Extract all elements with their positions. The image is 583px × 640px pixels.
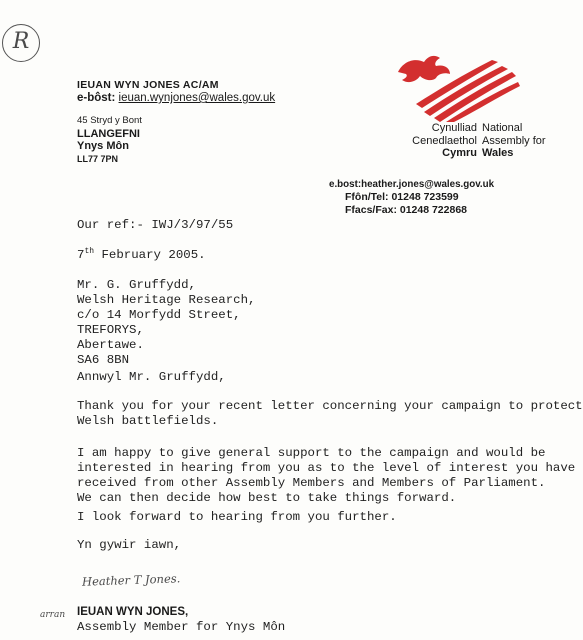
paragraph-line: I am happy to give general support to the campaign and would be <box>77 446 546 460</box>
signatory-title: Assembly Member for Ynys Môn <box>77 620 286 634</box>
sender-email[interactable]: ieuan.wynjones@wales.gov.uk <box>118 92 276 104</box>
paragraph-line: Thank you for your recent letter concerning your campaign to protect <box>77 399 583 413</box>
paragraph-3 <box>77 510 517 525</box>
paragraph-line: We can then decide how best to take things forward. <box>77 491 457 505</box>
logo-welsh-text <box>399 122 477 160</box>
reference: Our ref:- IWJ/3/97/55 <box>77 218 234 232</box>
margin-mark <box>2 24 40 62</box>
logo-welsh-line: Cymru <box>442 147 477 159</box>
logo-english-line: Assembly for <box>482 134 546 147</box>
margin-mark-text: R <box>12 29 30 54</box>
sender-email-label: e-bôst: <box>77 92 116 104</box>
letter-date <box>77 248 206 263</box>
contact-block <box>329 178 494 217</box>
welsh-dragon-logo <box>394 52 522 122</box>
address-line: LLANGEFNI <box>77 127 140 140</box>
margin-note: arran <box>40 610 66 620</box>
paragraph-line: received from other Assembly Members and Members of Parliament. <box>77 476 546 490</box>
logo-welsh-line: Cynulliad <box>431 122 477 134</box>
salutation: Annwyl Mr. Gruffydd, <box>77 370 226 384</box>
logo-english-line: National <box>482 122 523 134</box>
closing: Yn gywir iawn, <box>77 538 182 552</box>
paragraph-line: interested in hearing from you as to the level of interest you have <box>77 461 576 475</box>
recipient-line: c/o 14 Morfydd Street, <box>77 308 241 322</box>
address-line: 45 Stryd y Bont <box>77 115 142 126</box>
recipient-line: TREFORYS, <box>77 323 144 337</box>
paragraph-line: Welsh battlefields. <box>77 414 219 428</box>
contact-phone: Ffôn/Tel: 01248 723599 <box>345 191 459 203</box>
recipient-line: Welsh Heritage Research, <box>77 293 256 307</box>
paragraph-line: I look forward to hearing from you further. <box>77 510 397 524</box>
logo-english-text <box>482 122 546 160</box>
contact-email[interactable]: e.bost:heather.jones@wales.gov.uk <box>329 179 495 190</box>
logo-welsh-line: Cenedlaethol <box>412 134 477 147</box>
contact-fax: Ffacs/Fax: 01248 722868 <box>345 204 468 216</box>
sender-address <box>77 115 142 165</box>
handwritten-signature: Heather T Jones. <box>81 571 181 589</box>
recipient-address <box>77 278 255 368</box>
logo-english-line: Wales <box>482 147 514 159</box>
date-day: 7 <box>77 248 85 262</box>
recipient-line: Mr. G. Gruffydd, <box>77 278 196 292</box>
date-rest: February 2005. <box>94 248 206 262</box>
paragraph-1 <box>77 399 583 429</box>
sender-name: IEUAN WYN JONES AC/AM <box>77 79 219 91</box>
recipient-line: SA6 8BN <box>77 353 130 367</box>
paragraph-2 <box>77 446 576 506</box>
address-line: LL77 7PN <box>77 153 119 164</box>
recipient-line: Abertawe. <box>77 338 144 352</box>
signatory-name: IEUAN WYN JONES, <box>77 606 189 618</box>
sender-email-row <box>77 92 275 104</box>
date-suffix: th <box>84 246 95 256</box>
address-line: Ynys Môn <box>77 140 129 152</box>
